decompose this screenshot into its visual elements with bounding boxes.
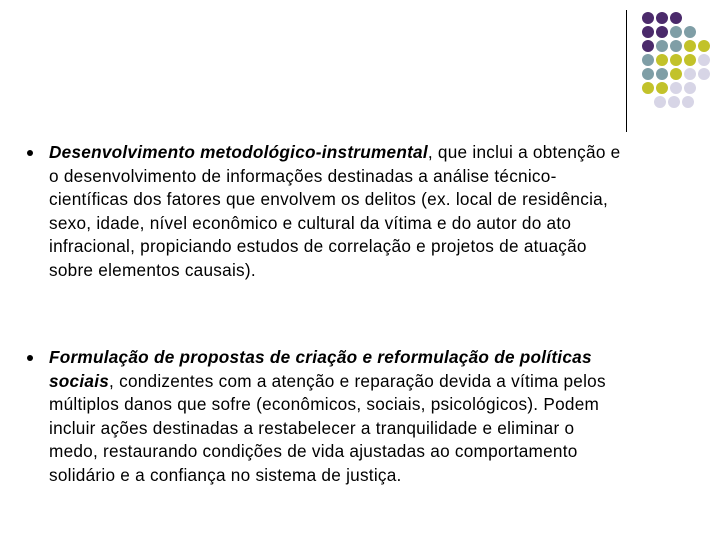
decorative-dot <box>684 68 696 80</box>
text-line <box>49 370 709 394</box>
decorative-dot <box>642 12 654 24</box>
decorative-dot <box>656 12 668 24</box>
decorative-dot <box>684 26 696 38</box>
body-text: múltiplos danos que sofre (econômicos, sociais, psicológicos). Podem <box>49 394 600 414</box>
decorative-dot <box>698 54 710 66</box>
body-text: , condizentes com a atenção e reparação devida a vítima pelos <box>109 370 606 391</box>
decorative-dot <box>670 26 682 38</box>
body-text: solidário e a confiança no sistema de justiça. <box>49 464 402 485</box>
decorative-dot <box>668 96 680 108</box>
decorative-dot <box>656 40 668 52</box>
decorative-dot <box>684 82 696 94</box>
decorative-dot <box>656 54 668 66</box>
decorative-dot <box>670 82 682 94</box>
text-line <box>49 212 709 236</box>
decorative-dot <box>642 40 654 52</box>
decorative-dot <box>684 54 696 66</box>
text-line <box>49 464 709 488</box>
text-line <box>49 346 709 370</box>
decorative-dot <box>698 40 710 52</box>
decorative-dot <box>656 26 668 38</box>
text-line <box>49 165 709 189</box>
text-line <box>49 417 709 441</box>
decorative-dot <box>656 68 668 80</box>
decorative-dot <box>698 68 710 80</box>
bullet-dot-icon <box>27 150 33 156</box>
decorative-vertical-line <box>626 10 627 132</box>
decorative-dot <box>656 82 668 94</box>
body-text: o desenvolvimento de informações destinadas a análise técnico- <box>49 165 557 186</box>
decorative-dot <box>654 96 666 108</box>
body-text: sexo, idade, nível econômico e cultural da vítima e do autor do ato <box>49 212 572 233</box>
emphasis-text: sociais <box>49 370 110 391</box>
text-line <box>49 235 709 259</box>
text-line <box>49 259 709 283</box>
bullet-dot-icon <box>27 355 33 361</box>
body-text: infracional, propiciando estudos de correlação e projetos de atuação <box>49 236 587 256</box>
text-line <box>49 141 709 165</box>
emphasis-text: Desenvolvimento metodológico-instrumental <box>49 142 428 162</box>
decorative-dot <box>682 96 694 108</box>
decorative-dot <box>684 40 696 52</box>
body-text: científicas dos fatores que envolvem os delitos (ex. local de residência, <box>49 189 608 209</box>
decorative-dot <box>670 40 682 52</box>
text-line <box>49 393 709 417</box>
decorative-dot <box>642 26 654 38</box>
decorative-dot <box>642 82 654 94</box>
decorative-dot <box>642 68 654 80</box>
body-text: sobre elementos causais). <box>49 259 256 280</box>
decorative-dot <box>670 68 682 80</box>
emphasis-text: Formulação de propostas de criação e reformulação de políticas <box>49 347 592 367</box>
body-text: incluir ações destinadas a restabelecer a tranquilidade e eliminar o <box>49 417 575 438</box>
bullet-text-1 <box>49 141 709 282</box>
bullet-text-2 <box>49 346 709 487</box>
text-line <box>49 188 709 212</box>
body-text: medo, restaurando condições de vida ajustadas ao comportamento <box>49 441 578 461</box>
text-line <box>49 440 709 464</box>
decorative-dot <box>642 54 654 66</box>
body-text: , que inclui a obtenção e <box>427 142 621 162</box>
decorative-dot <box>670 54 682 66</box>
decorative-dot <box>670 12 682 24</box>
